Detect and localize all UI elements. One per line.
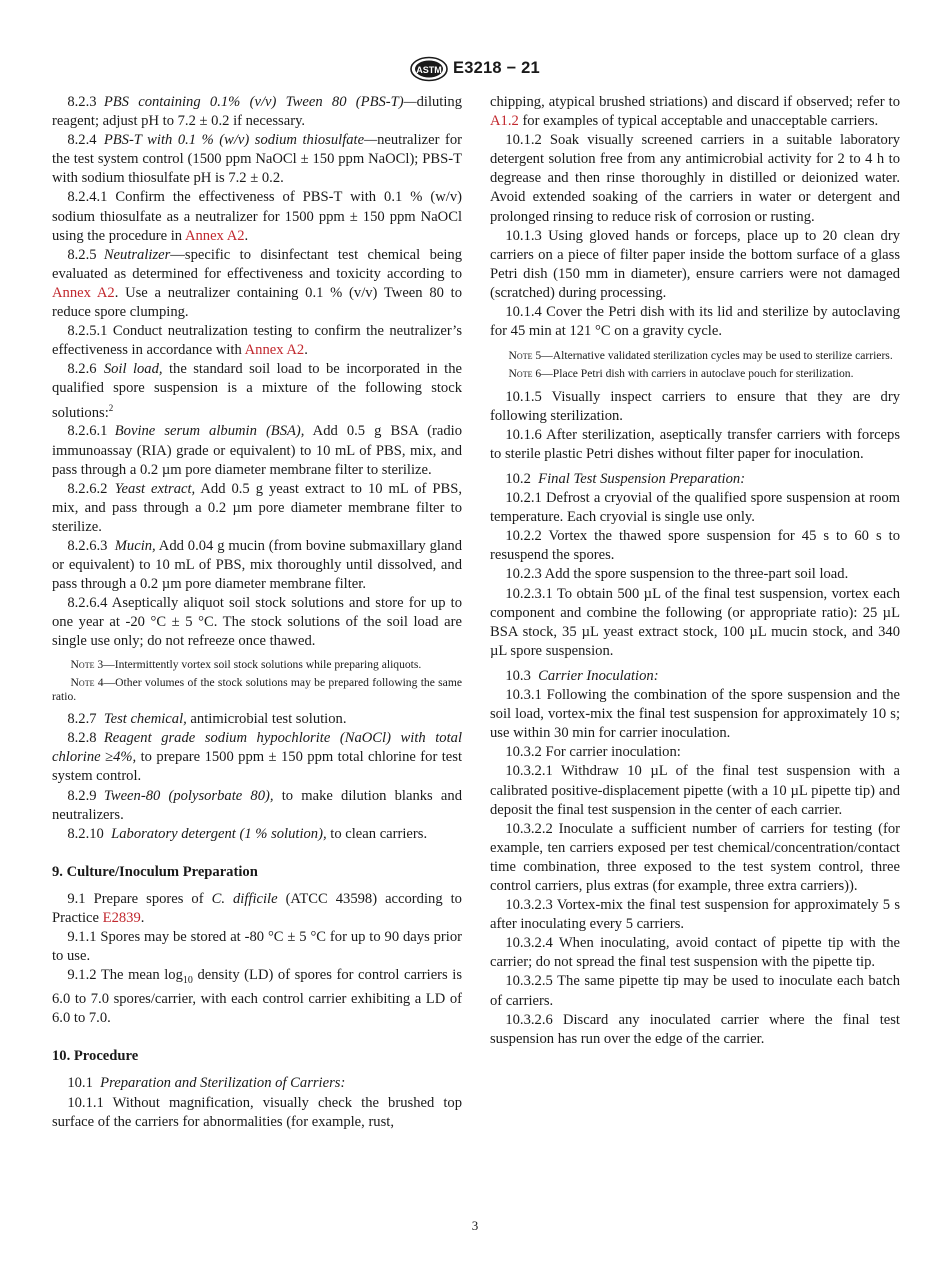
document-id: E3218 − 21 xyxy=(453,59,540,77)
para-8-2-6: 8.2.6 Soil load, the standard soil load to be incorporated in the qualified spore suspension is a mixture of the following stock solutions:$^2$ xyxy=(52,361,462,421)
para-10-1-1-continued: chipping, atypical brushed striations) and discard if observed; refer to A1.2 for examples of typical acceptable and unacceptable carriers. xyxy=(490,94,900,130)
para-10-1-6: 10.1.6 After sterilization, aseptically transfer carriers with forceps to sterile plastic Petri dishes without filter paper for inoculation. xyxy=(490,426,900,462)
para-8-2-4-1: 8.2.4.1 Confirm the effectiveness of PBS-T with 0.1 % (w/v) sodium thiosulfate as a neutralizer for 1500 ppm ± 150 ppm NaOCl using the procedure in Annex A2. xyxy=(52,189,462,244)
annex-a2-link[interactable]: Annex A2 xyxy=(184,227,245,244)
logo-text: ASTM xyxy=(416,65,442,75)
para-8-2-4: 8.2.4 PBS-T with 0.1 % (w/v) sodium thiosulfate—neutralizer for the test system control (1500 ppm NaOCl ± 150 ppm NaOCl); PBS-T with sodium thiosulfate pH is 7.2 ± 0.2. xyxy=(52,132,462,187)
note-6: Note 6—Place Petri dish with carriers in autoclave pouch for sterilization. xyxy=(508,367,854,381)
para-10-2-2: 10.2.2 Vortex the thawed spore suspension for 45 s to 60 s to resuspend the spores. xyxy=(490,528,900,564)
para-8-2-9: 8.2.9 Tween-80 (polysorbate 80), to make dilution blanks and neutralizers. xyxy=(52,787,462,823)
a1-2-link[interactable]: A1.2 xyxy=(490,113,519,130)
astm-logo-icon xyxy=(409,56,449,82)
para-8-2-3: 8.2.3 PBS containing 0.1% (v/v) Tween 80 (PBS-T)—diluting reagent; adjust pH to 7.2 ± 0.2 if necessary. xyxy=(52,94,462,130)
section-heading-10: 10. Procedure xyxy=(52,1048,139,1065)
annex-a2-link[interactable]: Annex A2 xyxy=(52,284,115,301)
para-10-3-2-6: 10.3.2.6 Discard any inoculated carrier where the final test suspension has run over the edge of the carrier. xyxy=(490,1011,900,1047)
para-10-3-2-2: 10.3.2.2 Inoculate a sufficient number of carriers for testing (for example, ten carriers exposed per test chemical/concentration/contact time combination, three exposed to the test system control, three control carriers, plus extras (for example, three extra carriers)). xyxy=(490,820,900,894)
para-8-2-5-1: 8.2.5.1 Conduct neutralization testing to confirm the neutralizer’s effectiveness in accordance with Annex A2. xyxy=(52,323,462,359)
note-4: Note 4—Other volumes of the stock solutions may be prepared following the same ratio. xyxy=(52,675,462,703)
para-10-1-1: 10.1.1 Without magnification, visually check the brushed top surface of the carriers for abnormalities (for example, rust, xyxy=(52,1094,462,1130)
para-10-3-1: 10.3.1 Following the combination of the spore suspension and the soil load, vortex-mix the final test suspension for approximately 10 s; use within 30 min for carrier inoculation. xyxy=(490,687,900,742)
para-10-2-3-1: 10.2.3.1 To obtain 500 µL of the final test suspension, vortex each component and combine the following (or appropriate ratio): 25 µL BSA stock, 35 µL yeast extract stock, 100 µL mucin stock, and 340 µL spore suspension. xyxy=(490,585,900,659)
para-10-2: 10.2 Final Test Suspension Preparation: xyxy=(505,471,746,487)
para-10-3-2: 10.3.2 For carrier inoculation: xyxy=(505,744,681,761)
para-10-1-2: 10.1.2 Soak visually screened carriers in a suitable laboratory detergent solution free from any antimicrobial activity for 2 to 4 h to degrease and then rinse thoroughly in distilled or deionized water. Avoid extended soaking of the carriers in water or detergent and prolonged rinsing to reduce risk of corrosion or rusting. xyxy=(490,132,900,225)
para-9-1: 9.1 Prepare spores of C. difficile (ATCC 43598) according to Practice E2839. xyxy=(52,890,462,926)
para-10-3-2-5: 10.3.2.5 The same pipette tip may be used to inoculate each batch of carriers. xyxy=(490,973,900,1009)
note-5: Note 5—Alternative validated sterilization cycles may be used to sterilize carriers. xyxy=(508,349,893,363)
para-8-2-5: 8.2.5 Neutralizer—specific to disinfectant test chemical being evaluated as determined for effectiveness and toxicity according to Annex A2. Use a neutralizer containing 0.1 % (v/v) Tween 80 to reduce spore clumping. xyxy=(52,246,462,321)
e2839-link[interactable]: E2839 xyxy=(102,909,141,926)
para-10-2-3: 10.2.3 Add the spore suspension to the three-part soil load. xyxy=(505,566,849,583)
para-8-2-6-4: 8.2.6.4 Aseptically aliquot soil stock solutions and store for up to one year at -20 °C ± 5 °C. The stock solutions of the soil load are single use only; do not refreeze once thawed. xyxy=(52,595,462,650)
para-9-1-2: 9.1.2 The mean $\log_{10}$ density (LD) of spores for control carriers is 6.0 to 7.0 spores/carrier, with each control carrier exhibiting a LD of 6.0 to 7.0. xyxy=(52,967,463,1027)
para-8-2-8: 8.2.8 Reagent grade sodium hypochlorite (NaOCl) with total chlorine ≥4%, to prepare 1500 ppm ± 150 ppm total chlorine for test system control. xyxy=(52,730,462,785)
page-number: 3 xyxy=(471,1218,479,1233)
para-10-2-1: 10.2.1 Defrost a cryovial of the qualified spore suspension at room temperature. Each cryovial is single use only. xyxy=(490,490,900,526)
para-10-1-3: 10.1.3 Using gloved hands or forceps, place up to 20 clean dry carriers on a piece of filter paper inside the bottom surface of a glass Petri dish (150 mm in diameter), ensure carriers were not damaged (scratched) during processing. xyxy=(490,227,900,301)
page-header xyxy=(0,56,950,86)
section-heading-9: 9. Culture/Inoculum Preparation xyxy=(52,863,258,880)
para-9-1-1: 9.1.1 Spores may be stored at -80 °C ± 5 °C for up to 90 days prior to use. xyxy=(52,929,462,965)
para-8-2-6-2: 8.2.6.2 Yeast extract, Add 0.5 g yeast extract to 10 mL of PBS, mix, and pass through a 0.2 µm pore diameter membrane filter to sterilize. xyxy=(52,480,462,535)
para-8-2-6-1: 8.2.6.1 Bovine serum albumin (BSA), Add 0.5 g BSA (radio immunoassay (RIA) grade or equivalent) to 10 mL of PBS, mix, and pass through a 0.2 µm pore diameter membrane filter to sterilize. xyxy=(52,423,462,478)
para-8-2-7: 8.2.7 Test chemical, antimicrobial test solution. xyxy=(67,711,347,728)
para-10-1-5: 10.1.5 Visually inspect carriers to ensure that they are dry following sterilization. xyxy=(490,388,900,424)
annex-a2-link[interactable]: Annex A2 xyxy=(244,342,305,359)
left-column xyxy=(52,93,462,1132)
para-10-3-2-3: 10.3.2.3 Vortex-mix the final test suspension for approximately 5 s after inoculating every 5 carriers. xyxy=(490,897,900,933)
para-10-3: 10.3 Carrier Inoculation: xyxy=(505,667,659,684)
para-8-2-10: 8.2.10 Laboratory detergent (1 % solution), to clean carriers. xyxy=(67,825,428,842)
right-column xyxy=(490,93,900,1049)
para-10-3-2-4: 10.3.2.4 When inoculating, avoid contact of pipette tip with the carrier; do not spread the final test suspension with the pipette tip. xyxy=(490,935,900,971)
note-3: Note 3—Intermittently vortex soil stock solutions while preparing aliquots. xyxy=(70,657,422,671)
para-10-1-4: 10.1.4 Cover the Petri dish with its lid and sterilize by autoclaving for 45 min at 121 °C on a gravity cycle. xyxy=(490,304,900,340)
para-8-2-6-3: 8.2.6.3 Mucin, Add 0.04 g mucin (from bovine submaxillary gland or equivalent) to 10 mL of PBS, mix thoroughly until dissolved, and pass through a 0.2 µm pore diameter membrane filter. xyxy=(52,538,462,593)
para-10-3-2-1: 10.3.2.1 Withdraw 10 µL of the final test suspension with a calibrated positive-displacement pipette (with a 10 µL pipette tip) and deposit the final test suspension in the center of each carrier. xyxy=(490,763,900,818)
para-10-1: 10.1 Preparation and Sterilization of Carriers: xyxy=(67,1075,346,1092)
